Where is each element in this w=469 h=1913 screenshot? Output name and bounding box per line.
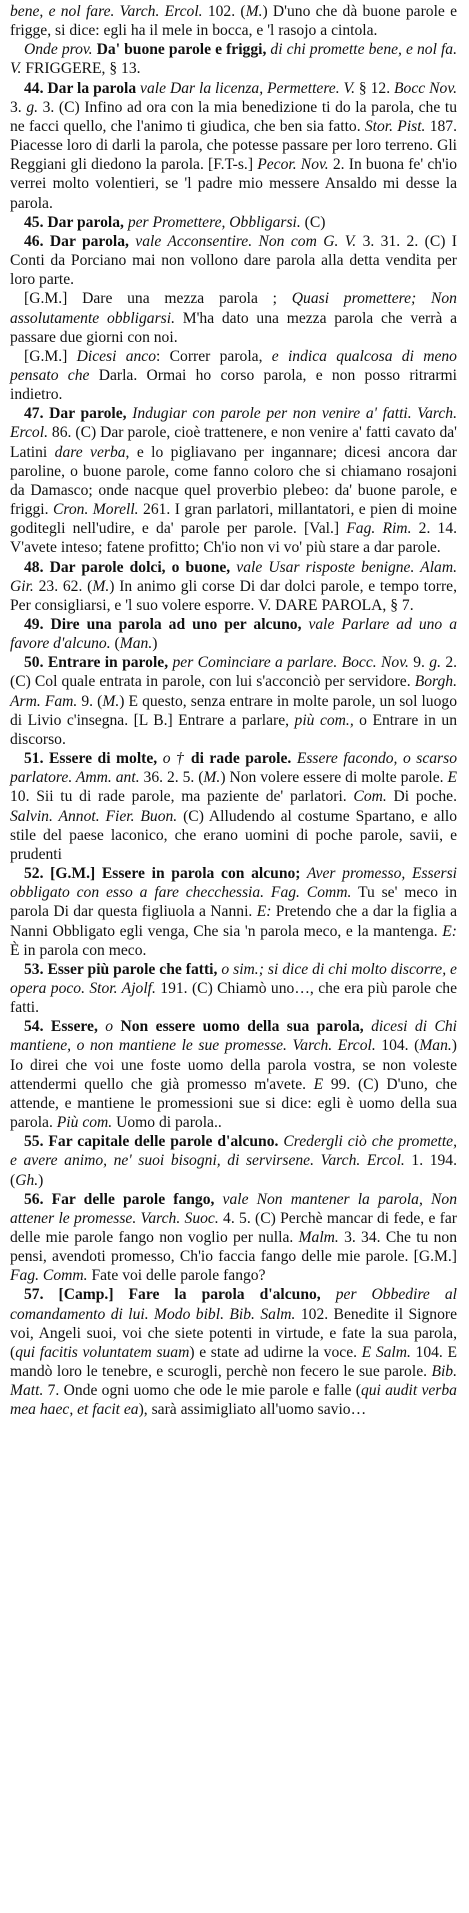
dictionary-entry <box>10 404 457 557</box>
entry-text: DARE PAROLA, § 7. <box>275 596 414 614</box>
entry-headword: 56. Far delle parole fango, <box>24 1190 215 1208</box>
entry-text: 191. (C) Chiamò uno…, che era più parole che fatti. <box>10 979 458 1017</box>
dictionary-entry <box>10 960 457 1017</box>
italic-text: Malm. <box>298 1229 339 1246</box>
dictionary-entry <box>10 213 457 232</box>
entry-text: 86. (C) Dar parole, cioè trattenere, e non venire a' fatti cavato da' Latini <box>10 424 457 461</box>
entry-text: Pretendo che a dar la figlia a Nanni Obbligato egli venga, Che sia 'n parola meco, e la mantenga. <box>10 903 458 940</box>
italic-text: Bocc Nov. <box>394 79 457 97</box>
italic-text: Più com. <box>56 1114 113 1132</box>
italic-text: Bib. Matt. <box>10 1363 457 1400</box>
entry-headword: 54. Essere, <box>24 1018 98 1036</box>
entry-text: 7. Onde ogni uomo che ode le mie parole e falle ( <box>43 1382 361 1400</box>
entry-text: 99. (C) D'uno, che attende, e mantiene le promessioni sue si dice: egli è uomo della sua parola. <box>10 1075 457 1132</box>
italic-text: vale Non mantener la parola, Non attener le promesse. Varch. Suoc. <box>10 1190 457 1227</box>
entry-text: È in parola con meco. <box>10 941 147 959</box>
entry-text: 1. 194. ( <box>10 1152 457 1189</box>
entry-text: 10. Sii tu di rade parole, ma paziente de' parlatori. <box>10 788 354 806</box>
entry-headword: 52. [G.M.] Essere in parola con alcuno; <box>24 865 301 883</box>
entry-text: 2. (C) Col quale entrata in parole, con lui s'acconciò per servidore. <box>10 654 458 691</box>
entry-text: Fate voi delle parole fango? <box>87 1267 266 1285</box>
italic-text: Varch. Ercol. <box>114 3 208 20</box>
italic-text: g. <box>429 654 441 672</box>
italic-text: Borgh. Arm. Fam. <box>10 673 457 710</box>
entry-text: Uomo di parola.. <box>112 1114 222 1132</box>
italic-text: bene, e nol fare. <box>10 3 115 20</box>
entry-text: ) In animo gli corse Di dar dolci parole, e tempo torre, Per consigliarsi, e 'l suo volere esporre. V. <box>10 577 458 614</box>
italic-text: M. <box>245 3 263 20</box>
italic-text: per Promettere, Obbligarsi. <box>123 213 301 231</box>
entry-text: ) E questo, senza entrare in molte parole, un sol luogo di Livio c'insegna. [L B.] Entrare a parlare, <box>10 692 457 729</box>
italic-text: Salvin. Annot. Fier. Buon. <box>10 807 178 825</box>
entry-headword: 46. Dar parola, <box>24 232 129 250</box>
entry-headword: 57. [Camp.] Fare la parola d'alcuno, <box>24 1286 321 1304</box>
entry-headword: di rade parole. <box>190 750 292 768</box>
entry-headword: 47. Dar parole, <box>24 405 127 423</box>
italic-text: E: <box>442 922 457 940</box>
italic-text: M. <box>92 577 110 595</box>
dictionary-entry <box>10 1285 457 1419</box>
italic-text: Cron. Morell. <box>52 501 139 519</box>
italic-text: o <box>97 1018 121 1036</box>
italic-text: per Obbedire al comandamento di lui. Modo bibl. Bib. Salm. <box>10 1286 457 1323</box>
dictionary-entry <box>10 864 457 960</box>
entry-text: 261. I gran parlatori, millantatori, e pien di moine goditegli nell'udire, e da' parole per parole. [Val.] <box>10 501 457 538</box>
entry-text: 23. 62. ( <box>33 577 93 595</box>
italic-text: Gh. <box>15 1171 39 1189</box>
italic-text: qui facitis voluntatem suam <box>15 1343 190 1361</box>
entry-headword: 55. Far capitale delle parole d'alcuno. <box>24 1133 279 1151</box>
entry-text: 3. 31. 2. (C) I Conti da Porciano mai non vollono dare parola alla detta vendita per loro parte. <box>10 232 458 289</box>
dictionary-entry <box>10 2 457 40</box>
italic-text: M. <box>203 769 221 787</box>
entry-headword: 49. Dire una parola ad uno per alcuno, <box>24 616 302 633</box>
dictionary-entry <box>10 1132 457 1189</box>
italic-text: Aver promesso, Essersi obbligato con esso a fare checchessia. Fag. Comm. <box>10 865 458 902</box>
dictionary-entry <box>10 749 457 864</box>
entry-text: M'ha dato una mezza parola che verrà a passare due giorni con noi. <box>10 309 457 346</box>
italic-text: Onde prov. <box>24 41 93 59</box>
italic-text: vale Parlare ad uno a favore d'alcuno. <box>10 616 457 653</box>
italic-text: vale Dar la licenza, Permettere. V. <box>136 79 355 97</box>
entry-text: , e lo pigliavano per ingannare; dicesi ancora dar paroline, o buone parole, come fanno coloro che si chiamano rosajoni da Damasco; onde nacque quel proverbio plebeo: da' buone parole, e friggi. <box>10 443 457 519</box>
italic-text: vale Usar risposte benigne. Alam. Gir. <box>10 558 457 595</box>
entry-text: FRIGGERE, § 13. <box>25 60 141 78</box>
italic-text: Credergli ciò che promette, e avere animo, ne' suoi bisogni, di servirsene. Varch. Ercol. <box>10 1133 457 1170</box>
italic-text: E: <box>256 903 272 921</box>
entry-headword: Da' buone parole e friggi, <box>92 41 267 59</box>
entry-text: ) Io direi che voi une foste uomo della parola vostra, se non voleste attendermi quello che già promesso m'avete. <box>10 1037 457 1093</box>
entry-text: (C) Alludendo al costume Spartano, e allo stile del paese laconico, che erano uomini di poche parole, savii, e prudenti <box>10 807 457 863</box>
entry-headword: 53. Esser più parole che fatti, <box>24 960 218 978</box>
entry-text: 2. In buona fe' ch'io verrei molto volentieri, se 'l padre mio messere Ansaldo mi desse la parola. <box>10 156 457 212</box>
entry-text: 4. 5. (C) Perchè mancar di fede, e far delle mie parole fango non voglio per nulla. <box>10 1209 457 1246</box>
italic-text: più com., <box>294 711 354 729</box>
italic-text: Dicesi anco <box>76 347 157 365</box>
dictionary-entry <box>10 1017 457 1132</box>
entry-text: 104. E mandò loro le tenebre, e scurogli, perchè non fecero le sue parole. <box>10 1343 457 1381</box>
entry-text: ) <box>152 635 158 653</box>
italic-text: Fag. Rim. <box>346 520 412 538</box>
entry-text: (C) <box>300 213 326 231</box>
italic-text: Man. <box>419 1037 452 1055</box>
entry-text: Darla. Ormai ho corso parola, e non posso ritrarmi indietro. <box>10 366 457 404</box>
entry-text: [G.M.] <box>24 347 77 365</box>
italic-text: vale Acconsentire. Non com G. V. <box>128 232 357 250</box>
dictionary-entry <box>10 1190 457 1286</box>
italic-text: dare verba <box>54 443 126 461</box>
entry-text: 3. 34. Che tu non pensi, avendoti promesso, Ch'io faccia fango delle mie parole. [G.M.] <box>10 1229 457 1266</box>
entry-text: 187. Piacesse loro di darli la parola, che potesse passare per loro terreno. Gli Reggiani gli diedono la parola. [F.T-s.] <box>10 117 457 174</box>
italic-text: o † <box>157 750 191 768</box>
dictionary-entry <box>10 289 457 346</box>
italic-text: Pecor. Nov. <box>257 156 329 174</box>
italic-text: Indugiar con parole per non venire a' fatti. <box>126 405 412 423</box>
entry-text: 102. ( <box>207 3 246 20</box>
entry-text: ), sarà assimigliato all'uomo savio… <box>138 1401 367 1419</box>
entry-text: : Correr parola, <box>156 347 272 365</box>
italic-text: Varch. Ercol. <box>10 405 457 442</box>
italic-text: Fag. Comm. <box>10 1267 88 1285</box>
entry-text: 9. <box>408 654 430 672</box>
entry-text: 3. (C) Infino ad ora con la mia benedizione ti do la parola, che tu ne facci quello, che l'animo ti giudica, che ben sia fatto. <box>10 98 458 135</box>
entry-headword: 48. Dar parole dolci, o buone, <box>24 558 231 576</box>
dictionary-entry <box>10 558 457 615</box>
italic-text: o sim.; si dice di chi molto discorre, e opera poco. Stor. Ajolf. <box>10 960 457 997</box>
entry-headword: 50. Entrare in parole, <box>24 654 169 672</box>
dictionary-entry <box>10 232 457 289</box>
entry-text: ( <box>110 635 120 653</box>
entry-text: Tu se' meco in parola Di dar questa figliuola a Nanni. <box>10 884 457 921</box>
italic-text: E <box>313 1075 324 1093</box>
italic-text: Com. <box>353 788 387 806</box>
italic-text: g. <box>26 98 39 116</box>
entry-headword: 44. Dar la parola <box>24 79 137 97</box>
entry-headword: 51. Essere di molte, <box>24 750 158 768</box>
entry-text: ) D'uno che dà buone parole e frigge, si dice: egli ha il mele in bocca, e 'l rasojo a cintola. <box>10 3 457 40</box>
italic-text: M. <box>102 692 120 710</box>
italic-text: Stor. Pist. <box>364 117 426 135</box>
dictionary-entry <box>10 615 457 653</box>
entry-text: 102. Benedite il Signore voi, Angeli suoi, voi che siete potenti in virtude, e fate la sua parola, ( <box>10 1305 457 1361</box>
entry-text: 36. 2. 5. ( <box>139 769 204 787</box>
italic-text: qui audit verba mea haec, et facit ea <box>10 1382 457 1419</box>
italic-text: Essere facondo, o scarso parlatore. Amm. ant. <box>10 750 457 787</box>
italic-text: dicesi di Chi mantiene, o non mantiene le sue promesse. Varch. Ercol. <box>10 1018 458 1055</box>
entry-text: 9. ( <box>77 692 103 710</box>
italic-text: E <box>447 769 457 787</box>
entry-text: [G.M.] Dare una mezza parola ; <box>24 290 292 308</box>
entry-text: 104. ( <box>375 1037 420 1055</box>
entry-headword: Non essere uomo della sua parola, <box>120 1018 364 1036</box>
entry-text: 2. 14. V'avete inteso; fatene profitto; Ch'io non vi vo' più stare a dar parole. <box>10 520 458 557</box>
entry-text: 3. <box>10 98 27 116</box>
dictionary-entry <box>10 347 457 404</box>
entry-text: ) Non volere essere di molte parole. <box>220 769 448 787</box>
dictionary-entry <box>10 653 457 749</box>
entry-text: Di poche. <box>386 788 457 806</box>
dictionary-entry <box>10 79 457 213</box>
entry-text: ) e state ad udirne la voce. <box>189 1343 362 1361</box>
entry-text: o Entrare in un discorso. <box>10 711 457 748</box>
italic-text: Quasi promettere; Non assolutamente obbligarsi. <box>10 290 457 327</box>
italic-text: e indica qualcosa di meno pensato che <box>10 347 457 384</box>
italic-text: per Cominciare a parlare. Bocc. Nov. <box>168 654 409 672</box>
dictionary-entry <box>10 40 457 78</box>
italic-text: E Salm. <box>361 1343 411 1361</box>
italic-text: di chi promette bene, e nol fa. V. <box>10 41 458 78</box>
italic-text: Man. <box>119 635 153 653</box>
entry-headword: 45. Dar parola, <box>24 213 124 231</box>
entry-text: § 12. <box>354 79 395 97</box>
entry-text: ) <box>38 1171 44 1189</box>
